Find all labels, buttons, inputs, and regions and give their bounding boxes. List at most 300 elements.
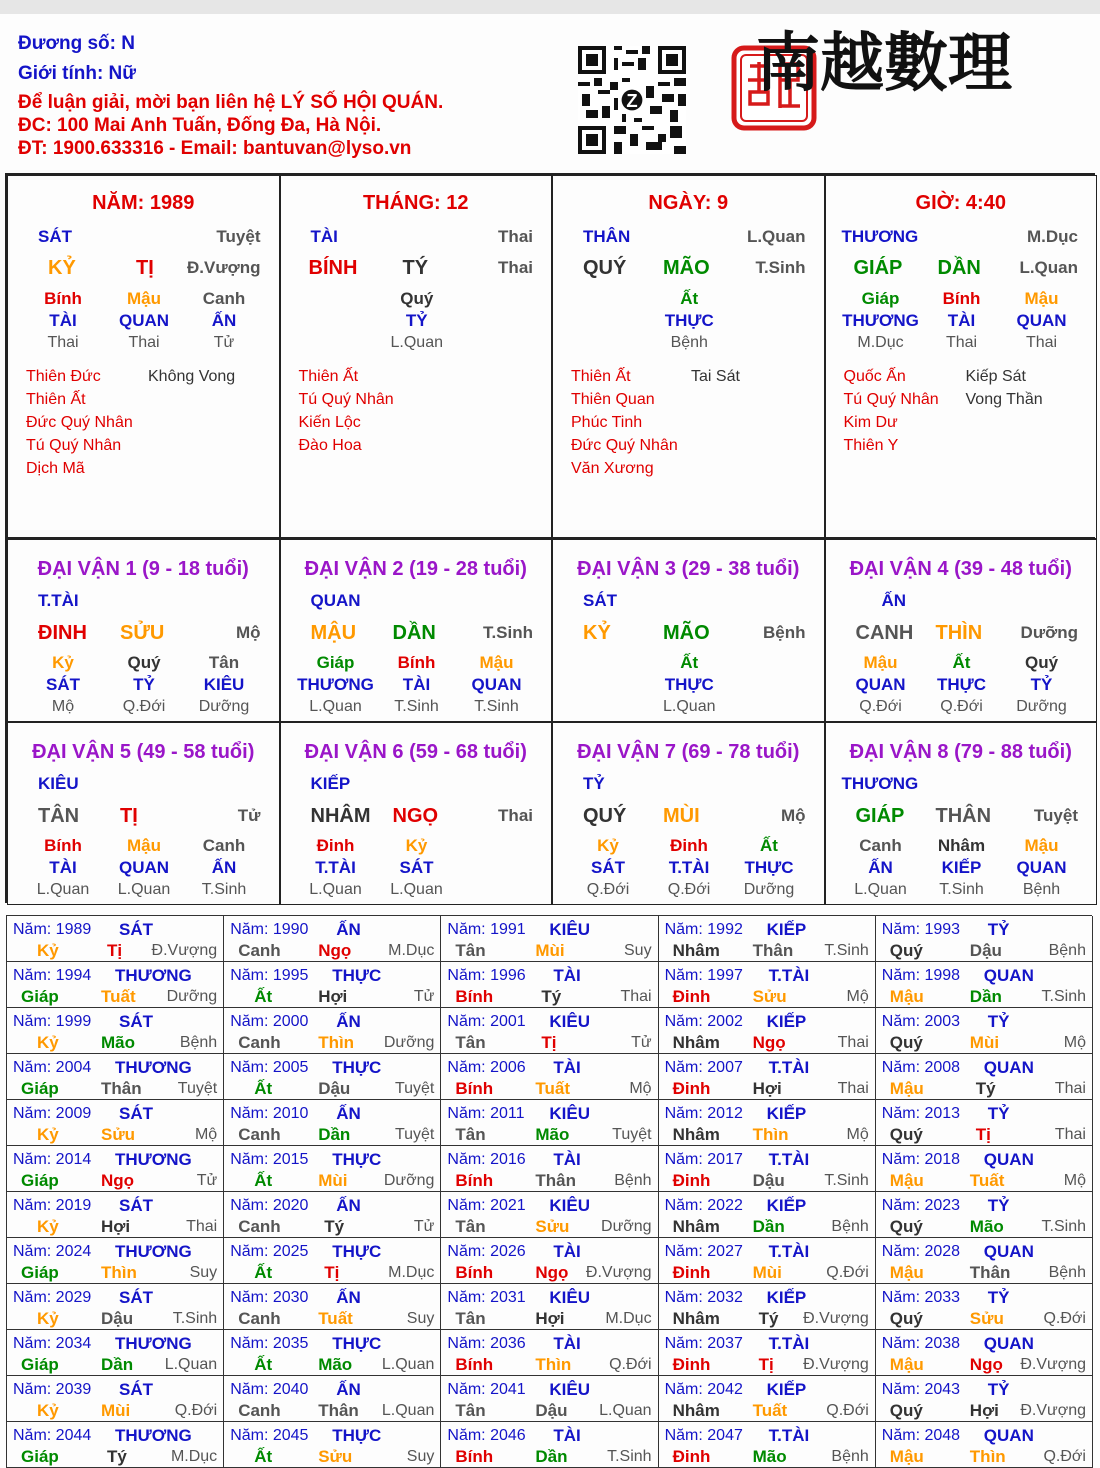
pillar-can: GIÁP: [853, 257, 903, 279]
qr-code-icon[interactable]: [578, 46, 686, 154]
year-chi: Tị: [541, 1033, 557, 1052]
pillar-hidden-stem: Giáp: [861, 289, 900, 308]
year-cell: [659, 1238, 876, 1284]
year-stage: M.Dục: [388, 942, 435, 959]
year-can: Ất: [254, 1355, 273, 1374]
dai-van-top-god: ẤN: [881, 591, 907, 610]
year-can: Mậu: [889, 1355, 924, 1374]
year-stage: Thai: [837, 1034, 869, 1051]
year-can: Ất: [254, 1079, 273, 1098]
pillar-star: Thiên Ất: [571, 368, 631, 385]
year-god: TỶ: [987, 1104, 1010, 1123]
dai-van-can: NHÂM: [310, 805, 371, 827]
year-cell: [876, 1008, 1093, 1054]
year-cell: [7, 1008, 224, 1054]
year-cell: [876, 1238, 1093, 1284]
pillar-star-right: Kiếp Sát: [965, 368, 1026, 385]
year-god: THỰC: [332, 1242, 382, 1261]
pillar-star: Thiên Y: [843, 437, 899, 454]
dai-van-hidden-stem: Kỷ: [597, 836, 619, 855]
year-chi: Dần: [752, 1217, 785, 1236]
year-cell: [7, 916, 224, 962]
dai-van-hidden-god: ẤN: [868, 858, 893, 877]
year-can: Bính: [455, 1263, 494, 1282]
year-god: KIÊU: [549, 1012, 591, 1031]
year-stage: Suy: [624, 942, 652, 959]
pillar-title: NGÀY: 9: [648, 192, 729, 214]
year-stage: Mộ: [1063, 1034, 1086, 1051]
year-stage: L.Quan: [164, 1356, 218, 1373]
pillar-hidden-god: ẤN: [211, 311, 237, 330]
contact-address: ĐC: 100 Mai Anh Tuấn, Đống Đa, Hà Nội.: [18, 115, 382, 136]
dai-van-title: ĐẠI VẬN 1 (9 - 18 tuổi): [37, 558, 249, 580]
year-god: KIẾP: [766, 1012, 807, 1031]
year-stage: Đ.Vượng: [1020, 1402, 1086, 1419]
year-can: Đinh: [672, 1263, 711, 1282]
year-label: Năm: 2047: [664, 1427, 743, 1444]
year-god: KIẾP: [766, 1288, 807, 1307]
pillar-star-right: Tai Sát: [691, 368, 740, 385]
year-god: ẤN: [336, 1380, 361, 1399]
year-cell: [224, 916, 441, 962]
year-cell: [876, 1376, 1093, 1422]
year-stage: Thai: [1054, 1080, 1086, 1097]
pillar-hidden-stage: Thai: [128, 334, 160, 351]
year-label: Năm: 2009: [13, 1105, 92, 1122]
year-can: Canh: [238, 1309, 281, 1328]
year-chi: Hợi: [101, 1217, 131, 1236]
year-stage: Tử: [413, 988, 435, 1005]
year-cell: [659, 1100, 876, 1146]
year-god: SÁT: [119, 1012, 153, 1031]
dai-van-hidden-stem: Giáp: [316, 653, 355, 672]
year-cell: [876, 1284, 1093, 1330]
year-chi: Mùi: [752, 1263, 782, 1282]
year-god: TỶ: [987, 1380, 1010, 1399]
year-god: TỶ: [987, 920, 1010, 939]
year-god: QUAN: [983, 1334, 1034, 1353]
year-label: Năm: 2000: [230, 1013, 309, 1030]
pillar-star: Văn Xương: [571, 460, 654, 477]
dai-van-chi: SỬU: [120, 622, 165, 644]
year-cell: [876, 916, 1093, 962]
pillar-star: Thiên Ất: [26, 391, 86, 408]
year-label: Năm: 2013: [881, 1105, 961, 1122]
pillar-chi: MÃO: [663, 257, 710, 279]
pillar-star: Dịch Mã: [26, 460, 85, 477]
pillar-hidden-stage: L.Quan: [390, 334, 443, 351]
year-cell: [659, 1330, 876, 1376]
year-god: KIÊU: [549, 1288, 591, 1307]
year-can: Bính: [455, 987, 494, 1006]
year-stage: Tuyệt: [394, 1080, 435, 1097]
year-stage: Đ.Vượng: [151, 942, 218, 959]
year-chi: Dần: [535, 1447, 568, 1466]
dai-van-top-god: SÁT: [583, 591, 617, 610]
year-label: Năm: 2043: [881, 1381, 961, 1398]
year-god: THƯƠNG: [115, 1334, 192, 1353]
year-can: Đinh: [672, 1079, 711, 1098]
pillar-top-stage: Tuyệt: [216, 227, 261, 246]
year-label: Năm: 2028: [881, 1243, 961, 1260]
year-chi: Sửu: [969, 1309, 1004, 1328]
year-stage: L.Quan: [381, 1356, 435, 1373]
year-stage: Tử: [196, 1172, 218, 1189]
year-chi: Tý: [541, 987, 562, 1006]
year-god: SÁT: [119, 920, 153, 939]
pillar-star-right: Không Vong: [148, 368, 236, 385]
dai-van-hidden-stage: L.Quan: [36, 881, 90, 898]
year-god: TỶ: [987, 1196, 1010, 1215]
year-stage: Suy: [189, 1264, 218, 1281]
year-stage: M.Dục: [605, 1310, 652, 1327]
year-label: Năm: 2008: [881, 1059, 961, 1076]
year-cell: [224, 1284, 441, 1330]
year-label: Năm: 2042: [664, 1381, 743, 1398]
pillar-hidden-god: THƯƠNG: [842, 311, 919, 330]
year-can: Giáp: [21, 1447, 59, 1466]
year-chi: Hợi: [535, 1309, 565, 1328]
year-god: THỰC: [332, 1058, 382, 1077]
year-chi: Tị: [975, 1125, 991, 1144]
year-can: Mậu: [889, 1447, 924, 1466]
pillar-title: THÁNG: 12: [362, 192, 469, 214]
year-chi: Tý: [107, 1447, 127, 1466]
year-chi: Dậu: [969, 941, 1002, 960]
year-can: Mậu: [889, 1263, 924, 1282]
dai-van-stage: Thai: [498, 806, 533, 825]
year-chi: Mão: [318, 1355, 353, 1374]
year-chi: Tý: [324, 1217, 345, 1236]
year-label: Năm: 2029: [13, 1289, 92, 1306]
svg-text:Z: Z: [626, 89, 638, 111]
year-stage: Q.Đới: [1043, 1310, 1086, 1327]
year-cell: [7, 1054, 224, 1100]
pillar-hidden-god: QUAN: [1016, 311, 1067, 330]
pillar-can: QUÝ: [583, 257, 627, 279]
year-cell: [7, 962, 224, 1008]
dai-van-title: ĐẠI VẬN 7 (69 - 78 tuổi): [577, 741, 800, 763]
dai-van-hidden-stage: Dưỡng: [198, 698, 250, 715]
year-chi: Mùi: [535, 941, 565, 960]
year-label: Năm: 2046: [447, 1427, 526, 1444]
dai-van-hidden-god: SÁT: [46, 675, 80, 694]
dai-van-can: GIÁP: [855, 805, 905, 827]
dai-van-hidden-stem: Bính: [397, 653, 436, 672]
year-god: TÀI: [553, 1058, 581, 1077]
year-cell: [224, 962, 441, 1008]
year-label: Năm: 2041: [447, 1381, 526, 1398]
pillar-hidden-god: TÀI: [49, 311, 77, 330]
year-cell: [876, 1054, 1093, 1100]
dai-van-cell: [7, 539, 280, 722]
year-label: Năm: 2027: [664, 1243, 743, 1260]
year-stage: T.Sinh: [172, 1310, 218, 1327]
dai-van-stage: T.Sinh: [482, 623, 533, 642]
year-god: THỰC: [332, 966, 382, 985]
year-can: Kỷ: [37, 1217, 59, 1236]
year-stage: Tuyệt: [394, 1126, 435, 1143]
year-chi: Dậu: [752, 1171, 785, 1190]
dai-van-chi: MÙI: [663, 805, 700, 827]
year-label: Năm: 2024: [13, 1243, 92, 1260]
year-cell: [224, 1376, 441, 1422]
year-cell: [7, 1330, 224, 1376]
dai-van-hidden-stem: Quý: [1024, 653, 1059, 672]
pillar-top-stage: M.Dục: [1027, 227, 1078, 246]
year-can: Tân: [455, 1309, 486, 1328]
pillar-hidden-god: TÀI: [947, 311, 976, 330]
year-label: Năm: 2003: [881, 1013, 961, 1030]
year-label: Năm: 1995: [230, 967, 309, 984]
pillar-hidden-stem: Mậu: [1024, 289, 1059, 308]
year-can: Nhâm: [672, 941, 720, 960]
year-chi: Mão: [969, 1217, 1004, 1236]
year-god: KIẾP: [766, 1196, 807, 1215]
year-cell: [224, 1008, 441, 1054]
dai-van-title: ĐẠI VẬN 3 (29 - 38 tuổi): [577, 558, 800, 580]
pillar-can: KỶ: [48, 257, 76, 279]
year-chi: Tuất: [969, 1171, 1005, 1190]
year-stage: Tuyệt: [612, 1126, 652, 1143]
pillar-hidden-stage: M.Dục: [857, 334, 904, 351]
pillar-stage: T.Sinh: [755, 258, 806, 277]
year-can: Ất: [254, 1171, 273, 1190]
pillar-can: BÍNH: [308, 257, 358, 279]
dai-van-hidden-stem: Bính: [44, 836, 82, 855]
year-stage: Bệnh: [1048, 1264, 1086, 1281]
year-god: KIÊU: [549, 1196, 591, 1215]
year-cell: [659, 962, 876, 1008]
year-god: QUAN: [983, 1150, 1034, 1169]
year-cell: [659, 1192, 876, 1238]
dai-van-hidden-stage: L.Quan: [663, 698, 716, 715]
pillar-star: Phúc Tinh: [571, 414, 643, 431]
year-god: QUAN: [983, 1058, 1034, 1077]
dai-van-top-god: THƯƠNG: [841, 774, 919, 793]
dai-van-chi: TỊ: [120, 805, 138, 827]
year-can: Tân: [455, 1033, 486, 1052]
year-stage: Thai: [1054, 1126, 1086, 1143]
year-god: ẤN: [336, 1196, 361, 1215]
pillar-star: Kim Dư: [843, 414, 898, 431]
pillar-cell: [825, 175, 1098, 539]
four-pillars-table: [5, 173, 1095, 537]
year-label: Năm: 1993: [881, 921, 961, 938]
year-label: Năm: 2033: [881, 1289, 961, 1306]
year-stage: T.Sinh: [1041, 988, 1086, 1005]
year-god: KIÊU: [549, 1104, 591, 1123]
dai-van-hidden-stem: Mậu: [1024, 836, 1059, 855]
year-can: Nhâm: [672, 1217, 720, 1236]
year-label: Năm: 2038: [881, 1335, 961, 1352]
pillar-stage: Thai: [498, 258, 533, 277]
dai-van-cell: [825, 722, 1098, 905]
year-god: QUAN: [983, 1242, 1034, 1261]
dai-van-hidden-stage: T.Sinh: [474, 698, 519, 715]
year-cell: [659, 1146, 876, 1192]
dai-van-hidden-god: KIẾP: [941, 858, 982, 877]
dai-van-stage: Dưỡng: [1020, 623, 1078, 642]
year-can: Đinh: [672, 1171, 711, 1190]
dai-van-hidden-god: THỰC: [744, 858, 794, 877]
dai-van-chi: MÃO: [663, 622, 710, 644]
year-label: Năm: 2012: [664, 1105, 743, 1122]
year-stage: Bệnh: [1048, 942, 1086, 959]
dai-van-hidden-stage: L.Quan: [309, 698, 362, 715]
dai-van-can: ĐINH: [38, 622, 87, 644]
year-god: TÀI: [553, 1242, 581, 1261]
year-stage: Thai: [620, 988, 652, 1005]
year-can: Kỷ: [37, 941, 59, 960]
year-can: Canh: [238, 1125, 281, 1144]
year-label: Năm: 2016: [447, 1151, 526, 1168]
dai-van-hidden-stem: Tân: [208, 653, 240, 672]
year-stage: Đ.Vượng: [803, 1356, 869, 1373]
year-cell: [876, 1146, 1093, 1192]
year-stage: Mộ: [194, 1126, 218, 1143]
year-chi: Dần: [318, 1125, 351, 1144]
year-cell: [876, 1330, 1093, 1376]
dai-van-hidden-stem: Ất: [680, 653, 699, 672]
year-label: Năm: 1990: [230, 921, 309, 938]
year-can: Giáp: [21, 1079, 59, 1098]
year-cell: [441, 1008, 658, 1054]
year-label: Năm: 1998: [881, 967, 961, 984]
year-label: Năm: 2001: [447, 1013, 526, 1030]
dai-van-hidden-stage: L.Quan: [390, 881, 443, 898]
year-can: Kỷ: [37, 1125, 59, 1144]
year-stage: Tuyệt: [177, 1080, 218, 1097]
pillar-hidden-stage: Thai: [945, 334, 978, 351]
dai-van-hidden-god: QUAN: [855, 675, 906, 694]
year-can: Giáp: [21, 1171, 59, 1190]
year-can: Ất: [254, 1263, 273, 1282]
year-can: Kỷ: [37, 1401, 59, 1420]
pillar-top-god: SÁT: [38, 227, 72, 246]
year-label: Năm: 2040: [230, 1381, 309, 1398]
year-label: Năm: 2030: [230, 1289, 309, 1306]
dai-van-chi: DẦN: [392, 622, 436, 644]
year-chi: Mão: [101, 1033, 135, 1052]
year-chi: Tý: [758, 1309, 779, 1328]
year-chi: Thìn: [752, 1125, 789, 1144]
year-chi: Ngọ: [969, 1355, 1003, 1374]
year-cell: [441, 1192, 658, 1238]
pillar-title: NĂM: 1989: [92, 192, 195, 214]
year-can: Kỷ: [37, 1033, 59, 1052]
year-can: Quý: [889, 1217, 923, 1236]
dai-van-title: ĐẠI VẬN 8 (79 - 88 tuổi): [849, 741, 1072, 763]
year-stage: Thai: [837, 1080, 869, 1097]
year-can: Tân: [455, 1125, 486, 1144]
year-cell: [659, 1008, 876, 1054]
year-cell: [659, 1422, 876, 1468]
year-stage: Dưỡng: [166, 988, 218, 1005]
year-label: Năm: 2031: [447, 1289, 526, 1306]
dai-van-hidden-stage: Q.Đới: [940, 698, 983, 715]
year-cell: [659, 1376, 876, 1422]
dai-van-top-god: QUAN: [310, 591, 361, 610]
year-cell: [659, 916, 876, 962]
pillar-hidden-stage: Thai: [47, 334, 79, 351]
year-god: THƯƠNG: [115, 1242, 192, 1261]
dai-van-hidden-stage: Q.Đới: [586, 881, 630, 898]
year-label: Năm: 2034: [13, 1335, 92, 1352]
dai-van-hidden-god: T.TÀI: [315, 858, 356, 877]
year-can: Tân: [455, 941, 486, 960]
year-chi: Mùi: [101, 1401, 131, 1420]
pillar-star: Quốc Ấn: [843, 368, 906, 385]
year-label: Năm: 1991: [447, 921, 526, 938]
dai-van-top-god: TỶ: [583, 774, 605, 793]
year-cell: [441, 962, 658, 1008]
duong-so: Đương số: N: [18, 33, 135, 54]
pillar-star: Kiến Lộc: [298, 414, 361, 431]
dai-van-chi: THÌN: [935, 622, 983, 644]
pillar-cell: [552, 175, 825, 539]
year-god: KIẾP: [766, 920, 807, 939]
pillar-star: Đức Quý Nhân: [571, 437, 678, 454]
dai-van-can: MẬU: [310, 622, 357, 644]
dai-van-cell: [825, 539, 1098, 722]
dai-van-hidden-stem: Canh: [859, 836, 902, 855]
year-can: Canh: [238, 941, 281, 960]
year-god: THƯƠNG: [115, 1150, 192, 1169]
year-can: Ất: [254, 987, 273, 1006]
year-cell: [224, 1054, 441, 1100]
year-stage: Q.Đới: [826, 1264, 869, 1281]
year-chi: Dần: [101, 1355, 134, 1374]
year-can: Quý: [889, 1401, 923, 1420]
year-can: Nhâm: [672, 1401, 720, 1420]
contact-line-1: Để luận giải, mời bạn liên hệ LÝ SỐ HỘI QUÁN.: [18, 92, 444, 113]
year-god: SÁT: [119, 1288, 153, 1307]
year-cell: [441, 1146, 658, 1192]
dai-van-cell: [552, 722, 825, 905]
dai-van-hidden-god: THỰC: [664, 675, 714, 694]
year-cell: [7, 1146, 224, 1192]
year-god: KIẾP: [766, 1380, 807, 1399]
year-can: Đinh: [672, 1447, 711, 1466]
year-can: Mậu: [889, 1171, 924, 1190]
year-label: Năm: 2026: [447, 1243, 526, 1260]
dai-van-hidden-god: SÁT: [399, 858, 434, 877]
dai-van-title: ĐẠI VẬN 2 (19 - 28 tuổi): [304, 558, 527, 580]
year-god: ẤN: [336, 920, 361, 939]
year-god: T.TÀI: [768, 1150, 810, 1169]
year-god: THƯƠNG: [115, 1426, 192, 1445]
year-chi: Thân: [101, 1079, 142, 1098]
year-cell: [441, 1376, 658, 1422]
gioi-tinh: Giới tính: Nữ: [18, 63, 137, 84]
year-chi: Thân: [752, 941, 794, 960]
year-label: Năm: 1992: [664, 921, 743, 938]
year-label: Năm: 2036: [447, 1335, 526, 1352]
dai-van-hidden-god: TÀI: [49, 858, 77, 877]
year-chi: Thìn: [969, 1447, 1006, 1466]
dai-van-hidden-stem: Đinh: [670, 836, 708, 855]
dai-van-chi: NGỌ: [392, 805, 439, 827]
year-cell: [659, 1284, 876, 1330]
year-label: Năm: 2039: [13, 1381, 92, 1398]
dai-van-hidden-stem: Nhâm: [937, 836, 986, 855]
year-chi: Mùi: [318, 1171, 348, 1190]
year-chi: Sửu: [318, 1447, 353, 1466]
year-god: THƯƠNG: [115, 966, 192, 985]
year-chi: Ngọ: [101, 1171, 135, 1190]
year-can: Bính: [455, 1171, 494, 1190]
